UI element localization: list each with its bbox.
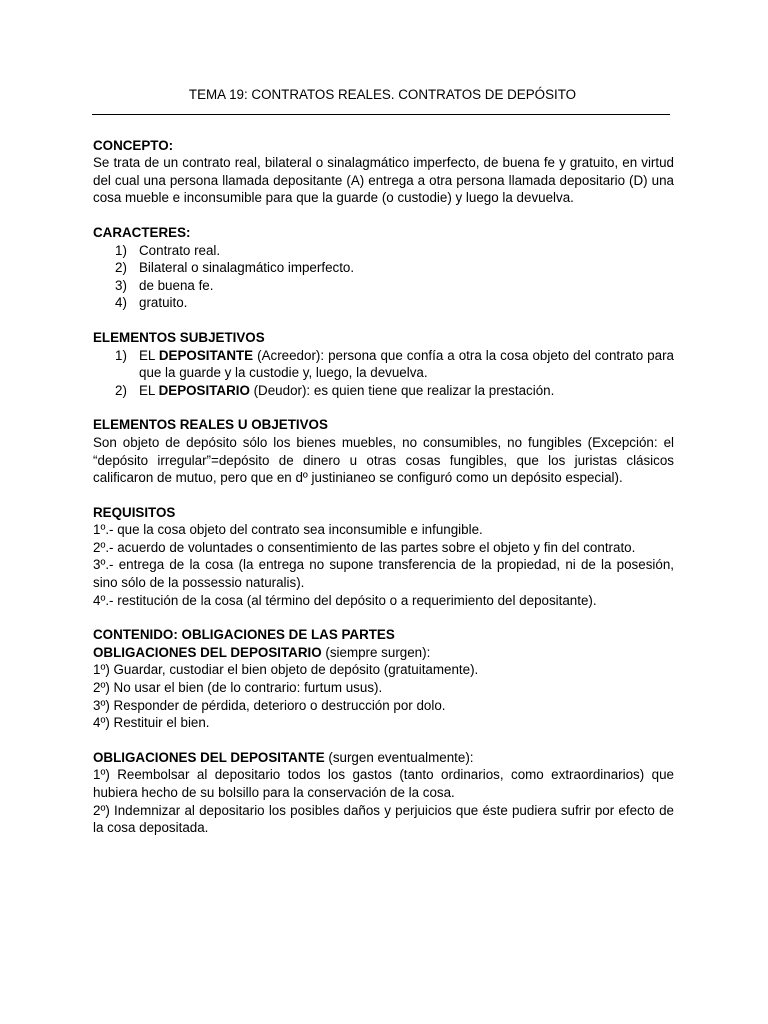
obligacion-item: 4º) Restituir el bien.: [93, 715, 210, 731]
list-text: [139, 347, 674, 382]
heading-concepto: CONCEPTO:: [93, 137, 174, 153]
list-text-post: (Deudor): es quien tiene que realizar la prestación.: [249, 382, 555, 398]
subheading-depositante-bold: OBLIGACIONES DEL DEPOSITANTE: [93, 749, 325, 765]
section-requisitos: [93, 504, 674, 610]
list-number: 2): [115, 260, 127, 276]
list-text: Bilateral o sinalagmático imperfecto.: [139, 260, 355, 276]
list-text: gratuito.: [139, 295, 188, 311]
subheading-depositario-bold: OBLIGACIONES DEL DEPOSITARIO: [93, 644, 322, 660]
list-number: 1): [115, 347, 127, 363]
document-title: TEMA 19: CONTRATOS REALES. CONTRATOS DE DEPÓSITO: [188, 87, 577, 102]
subheading-depositario-rest: (siempre surgen):: [321, 644, 431, 660]
subheading-depositante: [93, 749, 674, 767]
concepto-text: Se trata de un contrato real, bilateral o sinalagmático imperfecto, de buena fe y gratuito, en virtud del cual una persona llamada depositante (A) entrega a otra persona llamada depositario (D) una cosa mueble e inconsumible para que la guarde (o custodie) y luego la devuelva.: [93, 155, 674, 206]
heading-caracteres: CARACTERES:: [93, 224, 191, 240]
subheading-depositario: [93, 644, 674, 662]
list-item: [93, 382, 674, 400]
list-item: [93, 242, 674, 260]
list-number: 1): [115, 242, 127, 258]
requisito-item: 2º.- acuerdo de voluntades o consentimiento de las partes sobre el objeto y fin del contrato.: [93, 539, 636, 555]
section-concepto: [93, 137, 674, 207]
requisito-item: 1º.- que la cosa objeto del contrato sea inconsumible e infungible.: [93, 522, 483, 538]
list-text-pre: EL: [139, 347, 159, 363]
heading-subjetivos: ELEMENTOS SUBJETIVOS: [93, 329, 265, 345]
list-text: de buena fe.: [139, 277, 214, 293]
term-depositario: DEPOSITARIO: [158, 382, 250, 398]
subheading-depositante-rest: (surgen eventualmente):: [324, 749, 474, 765]
requisito-item: 3º.- entrega de la cosa (la entrega no supone transferencia de la propiedad, ni de la posesión, sino sólo de la possessio naturalis).: [93, 557, 674, 591]
list-item: [93, 294, 674, 312]
requisito-item: 4º.- restitución de la cosa (al término del depósito o a requerimiento del depositante).: [93, 592, 597, 608]
obligacion-item: 3º) Responder de pérdida, deterioro o destrucción por dolo.: [93, 697, 446, 713]
obligacion-item: 2º) No usar el bien (de lo contrario: furtum usus).: [93, 680, 383, 696]
list-item: [93, 259, 674, 277]
list-text: [139, 382, 674, 400]
title-divider: [92, 114, 670, 115]
section-depositante: [93, 749, 674, 837]
obligacion-item: 1º) Reembolsar al depositario todos los gastos (tanto ordinarios, como extraordinarios) que hubiera hecho de su bolsillo para la conservación de la cosa.: [93, 767, 674, 800]
heading-contenido: CONTENIDO: OBLIGACIONES DE LAS PARTES: [93, 627, 395, 643]
heading-reales: ELEMENTOS REALES U OBJETIVOS: [93, 417, 328, 433]
caracteres-list: [93, 242, 674, 312]
subjetivos-list: [93, 347, 674, 400]
list-item: [93, 277, 674, 295]
section-contenido: [93, 626, 674, 732]
obligacion-item: 1º) Guardar, custodiar el bien objeto de depósito (gratuitamente).: [93, 662, 479, 678]
list-text-post: (Acreedor): persona que confía a otra la cosa objeto del contrato para que la guarde y la custodie y, luego, la devuelva.: [139, 347, 674, 381]
section-caracteres: [93, 224, 674, 312]
reales-text: Son objeto de depósito sólo los bienes muebles, no consumibles, no fungibles (Excepción: el “depósito irregular”=depósito de dinero u otras cosas fungibles, que los juristas clásicos calificaron de mutuo, pero que en dº justinianeo se configuró como un depósito especial).: [93, 434, 674, 486]
list-text-pre: EL: [139, 382, 159, 398]
term-depositante: DEPOSITANTE: [158, 347, 254, 363]
heading-requisitos: REQUISITOS: [93, 504, 176, 520]
list-number: 2): [115, 382, 127, 398]
section-reales: [93, 416, 674, 486]
list-item: [93, 347, 674, 382]
obligacion-item: 2º) Indemnizar al depositario los posibles daños y perjuicios que éste pudiera sufrir por efecto de la cosa depositada.: [93, 802, 674, 836]
list-number: 4): [115, 295, 127, 311]
section-subjetivos: [93, 329, 674, 399]
list-number: 3): [115, 277, 127, 293]
list-text: Contrato real.: [139, 242, 221, 258]
